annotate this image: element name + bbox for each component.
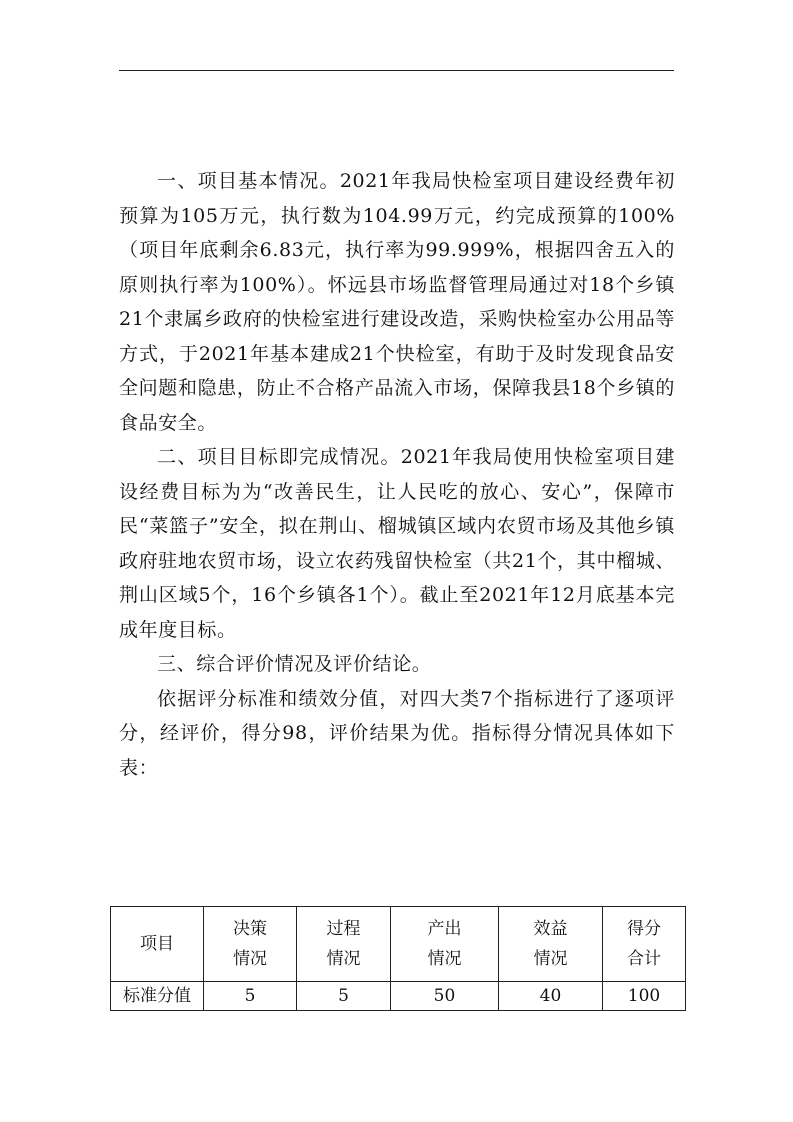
table-row [111,982,686,1011]
header-rule [119,70,674,71]
header-total: 得分 合计 [603,907,686,982]
cell-total: 100 [603,982,686,1011]
cell-benefit: 40 [499,982,603,1011]
row-label: 标准分值 [111,982,204,1011]
paragraph-evaluation-summary: 依据评分标准和绩效分值，对四大类7个指标进行了逐项评分，经评价，得分98，评价结果为优。指标得分情况具体如下表： [119,687,675,779]
header-output: 产出 情况 [391,907,499,982]
cell-process: 5 [297,982,391,1011]
table-header-row [111,907,686,982]
document-body [119,164,675,785]
header-process: 过程 情况 [297,907,391,982]
header-decision: 决策 情况 [204,907,297,982]
paragraph-project-overview: 一、项目基本情况。2021年我局快检室项目建设经费年初预算为105万元，执行数为104.99万元，约完成预算的100%（项目年底剩余6.83元，执行率为99.999%，根据四舍五入的原则执行率为100%）。怀远县市场监督管理局通过对18个乡镇21个隶属乡政府的快检室进行建设改造，采购快检室办公用品等方式，于2021年基本建成21个快检室，有助于及时发现食品安全问题和隐患，防止不合格产品流入市场，保障我县18个乡镇的食品安全。 [119,170,675,434]
score-table [110,906,686,1011]
cell-output: 50 [391,982,499,1011]
cell-decision: 5 [204,982,297,1011]
header-item: 项目 [111,907,204,982]
paragraph-project-goals: 二、项目目标即完成情况。2021年我局使用快检室项目建设经费目标为为“改善民生，让人民吃的放心、安心”，保障市民“菜篮子”安全，拟在荆山、榴城镇区域内农贸市场及其他乡镇政府驻地农贸市场，设立农药残留快检室（共21个，其中榴城、荆山区域5个，16个乡镇各1个）。截止至2021年12月底基本完成年度目标。 [119,446,675,641]
paragraph-evaluation-heading: 三、综合评价情况及评价结论。 [157,653,432,675]
header-benefit: 效益 情况 [499,907,603,982]
